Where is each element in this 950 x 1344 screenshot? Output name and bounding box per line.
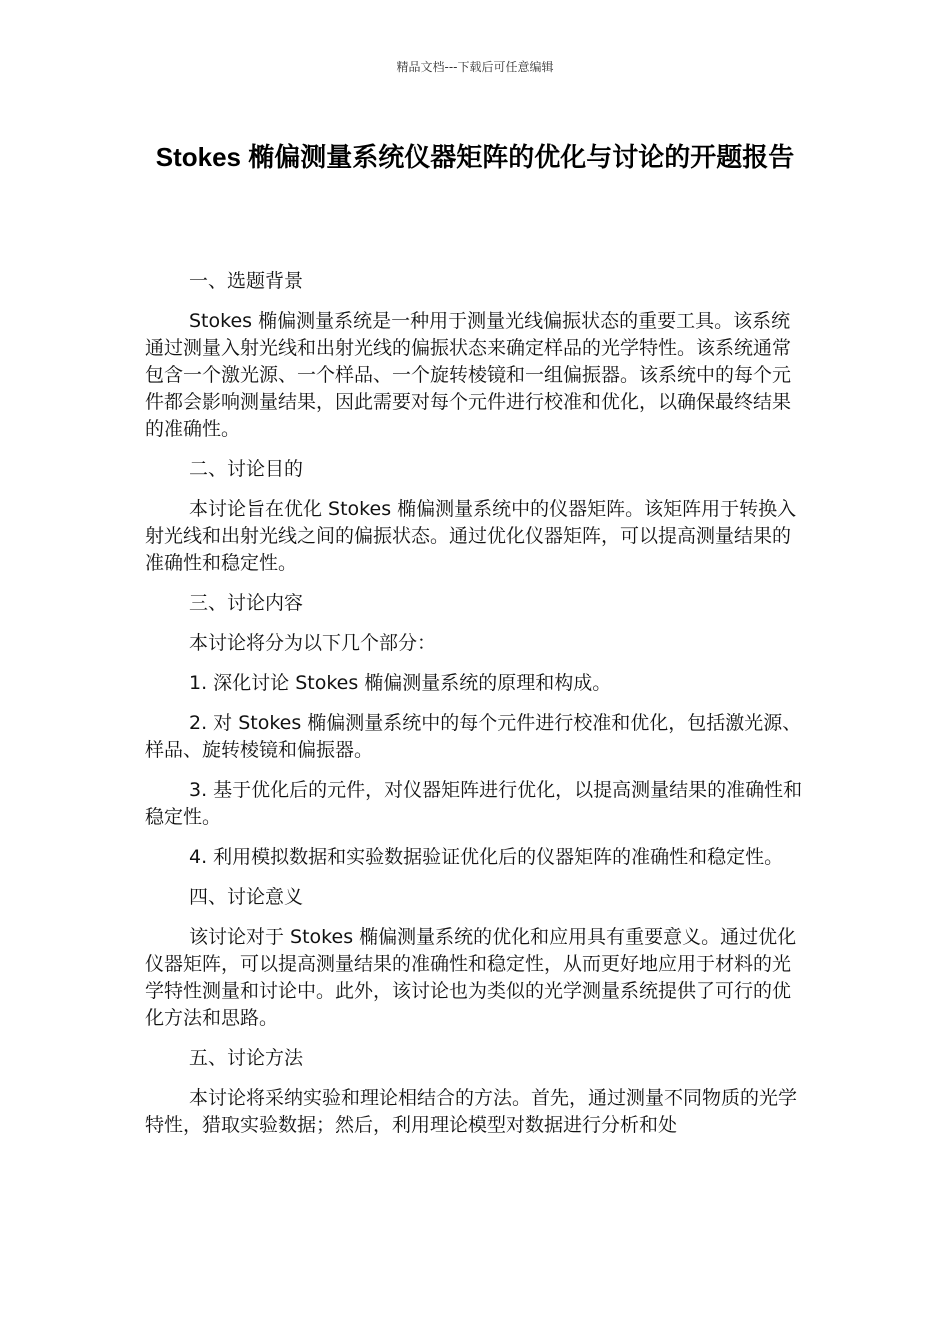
document-body <box>145 268 809 1152</box>
paragraph: Stokes 椭偏测量系统是一种用于测量光线偏振状态的重要工具。该系统通过测量入射光线和出射光线的偏振状态来确定样品的光学特性。该系统通常包含一个激光源、一个样品、一个旋转棱镜和一组偏振器。该系统中的每个元件都会影响测量结果，因此需要对每个元件进行校准和优化，以确保最终结果的准确性。 <box>145 310 792 440</box>
section-heading-background: 一、选题背景 <box>189 270 304 292</box>
document-title: Stokes 椭偏测量系统仪器矩阵的优化与讨论的开题报告 <box>155 142 795 172</box>
section-heading-content: 三、讨论内容 <box>189 592 304 614</box>
list-item: 1. 深化讨论 Stokes 椭偏测量系统的原理和构成。 <box>189 672 612 694</box>
list-item: 3. 基于优化后的元件，对仪器矩阵进行优化，以提高测量结果的准确性和稳定性。 <box>145 779 803 828</box>
list-item: 2. 对 Stokes 椭偏测量系统中的每个元件进行校准和优化，包括激光源、样品、旋转棱镜和偏振器。 <box>145 712 802 761</box>
section-heading-purpose: 二、讨论目的 <box>189 458 304 480</box>
paragraph: 本讨论将分为以下几个部分： <box>189 632 437 654</box>
paragraph: 本讨论旨在优化 Stokes 椭偏测量系统中的仪器矩阵。该矩阵用于转换入射光线和出射光线之间的偏振状态。通过优化仪器矩阵，可以提高测量结果的准确性和稳定性。 <box>145 498 797 574</box>
section-heading-significance: 四、讨论意义 <box>189 886 304 908</box>
list-item: 4. 利用模拟数据和实验数据验证优化后的仪器矩阵的准确性和稳定性。 <box>189 846 784 868</box>
header-note: 精品文档---下载后可任意编辑 <box>396 60 554 74</box>
paragraph: 本讨论将采纳实验和理论相结合的方法。首先，通过测量不同物质的光学特性，猎取实验数据；然后，利用理论模型对数据进行分析和处 <box>145 1087 798 1136</box>
paragraph: 该讨论对于 Stokes 椭偏测量系统的优化和应用具有重要意义。通过优化仪器矩阵，可以提高测量结果的准确性和稳定性，从而更好地应用于材料的光学特性测量和讨论中。此外，该讨论也为类似的光学测量系统提供了可行的优化方法和思路。 <box>145 926 797 1029</box>
section-heading-method: 五、讨论方法 <box>189 1047 304 1069</box>
